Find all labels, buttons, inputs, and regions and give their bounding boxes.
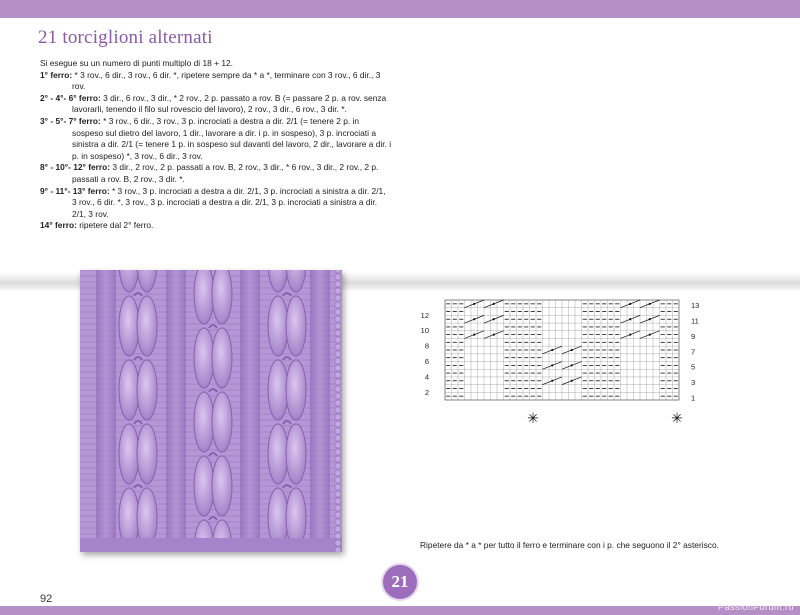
cable-twist bbox=[137, 360, 157, 420]
instructions-intro: Si esegue su un numero di punti multiplo di 18 + 12. bbox=[40, 58, 233, 68]
row-text: * 3 rov., 6 dir., 3 rov., 3 p. incrociati a destra a dir. 2/1 (= tenere 2 p. in sospeso sul dietro del lavoro, 1 dir., lavorare a dir. i p. in sospeso), 3 p. incrociati a sinistra a dir. 2/1 (= tenere 1 p. in sospeso sul davanti del lavoro, 2 dir., lavorare a dir. i p. in sospeso) *, 3 rov., 6 dir., 3 rov. bbox=[72, 115, 392, 161]
selvedge-stitch bbox=[335, 512, 341, 518]
chart-row-number: 9 bbox=[691, 331, 696, 341]
selvedge-stitch bbox=[335, 400, 341, 406]
cable-twist bbox=[268, 296, 288, 356]
row-label: 14° ferro: bbox=[40, 220, 77, 231]
cable-twist bbox=[268, 360, 288, 420]
instruction-row bbox=[40, 162, 392, 185]
chart-row-number: 12 bbox=[420, 310, 429, 320]
selvedge-stitch bbox=[335, 365, 341, 371]
cable-dot-symbol bbox=[473, 334, 475, 336]
cable-twist bbox=[212, 456, 232, 516]
cable-twist bbox=[119, 296, 139, 356]
instruction-row bbox=[40, 70, 392, 93]
selvedge-stitch bbox=[335, 358, 341, 364]
cable-twist bbox=[194, 328, 214, 388]
selvedge-stitch bbox=[335, 477, 341, 483]
page-number: 92 bbox=[40, 593, 53, 605]
selvedge-stitch bbox=[335, 414, 341, 420]
selvedge-stitch bbox=[335, 449, 341, 455]
cable-dot-symbol bbox=[649, 334, 651, 336]
selvedge-stitch bbox=[335, 519, 341, 525]
cable-dot-symbol bbox=[551, 380, 553, 382]
cable-twist bbox=[194, 392, 214, 452]
row-label: 1° ferro: bbox=[40, 69, 73, 80]
row-text: * 3 rov., 6 dir., 3 rov., 6 dir. *, ripetere sempre da * a *, terminare con 3 rov., 6 dir., 3 rov. bbox=[72, 69, 381, 92]
repeat-asterisk-icon: ✳ bbox=[671, 410, 683, 426]
selvedge-stitch bbox=[335, 428, 341, 434]
selvedge-stitch bbox=[335, 435, 341, 441]
cable-dot-symbol bbox=[629, 303, 631, 305]
swatch-bottom-edge bbox=[80, 538, 342, 552]
cable-dot-symbol bbox=[571, 380, 573, 382]
knit-rib-band bbox=[240, 270, 260, 552]
cable-dot-symbol bbox=[551, 364, 553, 366]
selvedge-stitch bbox=[335, 456, 341, 462]
cable-dot-symbol bbox=[629, 334, 631, 336]
cable-twist bbox=[286, 360, 306, 420]
bottom-color-bar bbox=[0, 606, 800, 615]
selvedge-stitch bbox=[335, 316, 341, 322]
selvedge-stitch bbox=[335, 540, 341, 546]
row-text: 3 dir., 6 rov., 3 dir., * 2 rov., 2 p. passato a rov. B (= passare 2 p. a rov. senza lavorarli, tenendo il filo sul rovescio del lavoro), 2 rov., 3 dir., 6 rov., 3 dir. *. bbox=[72, 92, 387, 115]
selvedge-stitch bbox=[335, 372, 341, 378]
repeat-asterisk-icon: ✳ bbox=[527, 410, 539, 426]
selvedge-stitch bbox=[335, 407, 341, 413]
selvedge-stitch bbox=[335, 498, 341, 504]
chart-row-number: 3 bbox=[691, 378, 696, 388]
chart-row-number: 7 bbox=[691, 347, 696, 357]
cable-twist bbox=[119, 424, 139, 484]
cable-twist bbox=[212, 270, 232, 324]
selvedge-stitch bbox=[335, 386, 341, 392]
selvedge-stitch bbox=[335, 547, 341, 552]
cable-twist bbox=[194, 456, 214, 516]
instruction-row bbox=[40, 186, 392, 221]
selvedge-stitch bbox=[335, 337, 341, 343]
row-label: 3° - 5°- 7° ferro: bbox=[40, 115, 101, 126]
cable-twist bbox=[212, 328, 232, 388]
chart-row-number: 11 bbox=[691, 316, 699, 326]
cable-dot-symbol bbox=[629, 318, 631, 320]
cable-twist bbox=[137, 296, 157, 356]
knit-rib-band bbox=[166, 270, 186, 552]
row-label: 9° - 11°- 13° ferro: bbox=[40, 185, 110, 196]
cable-dot-symbol bbox=[493, 303, 495, 305]
cable-dot-symbol bbox=[571, 364, 573, 366]
selvedge-stitch bbox=[335, 393, 341, 399]
selvedge-stitch bbox=[335, 351, 341, 357]
instructions-block bbox=[40, 58, 392, 232]
selvedge-stitch bbox=[335, 274, 341, 280]
selvedge-stitch bbox=[335, 281, 341, 287]
selvedge-stitch bbox=[335, 442, 341, 448]
knit-swatch-image bbox=[80, 270, 342, 552]
chart-caption: Ripetere da * a * per tutto il ferro e terminare con i p. che seguono il 2° asterisco. bbox=[420, 540, 719, 550]
stitch-chart bbox=[415, 296, 705, 426]
chart-row-number: 5 bbox=[691, 362, 696, 372]
instruction-row bbox=[40, 220, 392, 232]
cable-dot-symbol bbox=[493, 318, 495, 320]
top-color-bar bbox=[0, 0, 800, 18]
watermark: PassionForum.ru bbox=[717, 602, 794, 612]
chart-row-number: 10 bbox=[420, 326, 429, 336]
cable-twist bbox=[119, 360, 139, 420]
page-title: 21 torciglioni alternati bbox=[38, 27, 213, 48]
chart-row-number: 1 bbox=[691, 393, 696, 403]
cable-dot-symbol bbox=[551, 349, 553, 351]
selvedge-stitch bbox=[335, 484, 341, 490]
selvedge-stitch bbox=[335, 533, 341, 539]
selvedge-stitch bbox=[335, 463, 341, 469]
cable-dot-symbol bbox=[473, 318, 475, 320]
instruction-row bbox=[40, 93, 392, 116]
selvedge-stitch bbox=[335, 344, 341, 350]
selvedge-stitch bbox=[335, 470, 341, 476]
chart-row-number: 8 bbox=[424, 341, 429, 351]
selvedge-stitch bbox=[335, 323, 341, 329]
cable-twist bbox=[286, 424, 306, 484]
selvedge-stitch bbox=[335, 330, 341, 336]
cable-twist bbox=[194, 270, 214, 324]
pattern-number-badge: 21 bbox=[381, 563, 419, 601]
cable-dot-symbol bbox=[649, 303, 651, 305]
selvedge-stitch bbox=[335, 295, 341, 301]
cable-twist bbox=[212, 392, 232, 452]
cable-dot-symbol bbox=[571, 349, 573, 351]
chart-row-number: 2 bbox=[424, 387, 429, 397]
row-text: 3 dir., 2 rov., 2 p. passati a rov. B, 2 rov., 3 dir., * 6 rov., 3 dir., 2 rov., 2 p. passati a rov. B, 2 rov., 3 dir. *. bbox=[72, 162, 379, 184]
knit-rib-band bbox=[310, 270, 330, 552]
chart-right-row-numbers bbox=[691, 301, 699, 402]
selvedge-stitch bbox=[335, 309, 341, 315]
selvedge-stitch bbox=[335, 379, 341, 385]
cable-twist bbox=[286, 296, 306, 356]
instruction-row bbox=[40, 116, 392, 162]
row-text: * 3 rov., 3 p. incrociati a destra a dir. 2/1, 3 p. incrociati a sinistra a dir. 2/1, 3 rov., 6 dir. *, 3 rov., 3 p. incrociati a destra a dir. 2/1, 3 p. incrociati a sinistra a dir. 2/1, 3 rov. bbox=[72, 185, 386, 219]
chart-grid bbox=[445, 300, 679, 400]
selvedge-stitch bbox=[335, 288, 341, 294]
cable-dot-symbol bbox=[493, 334, 495, 336]
row-label: 2° - 4°- 6° ferro: bbox=[40, 92, 101, 103]
chart-row-number: 6 bbox=[424, 357, 429, 366]
selvedge-stitch bbox=[335, 526, 341, 532]
cable-dot-symbol bbox=[473, 303, 475, 305]
cable-twist bbox=[137, 424, 157, 484]
selvedge-stitch bbox=[335, 491, 341, 497]
chart-left-row-numbers bbox=[421, 311, 429, 397]
chart-row-number: 4 bbox=[424, 372, 429, 382]
selvedge-stitch bbox=[335, 421, 341, 427]
selvedge-stitch bbox=[335, 505, 341, 511]
row-label: 8° - 10°- 12° ferro: bbox=[40, 162, 111, 173]
selvedge-stitch bbox=[335, 302, 341, 308]
knit-swatch-photo bbox=[80, 270, 342, 552]
chart-row-number: 13 bbox=[691, 301, 700, 311]
knit-rib-band bbox=[96, 270, 116, 552]
cable-dot-symbol bbox=[649, 318, 651, 320]
cable-twist bbox=[268, 424, 288, 484]
row-text: ripetere dal 2° ferro. bbox=[79, 220, 154, 231]
